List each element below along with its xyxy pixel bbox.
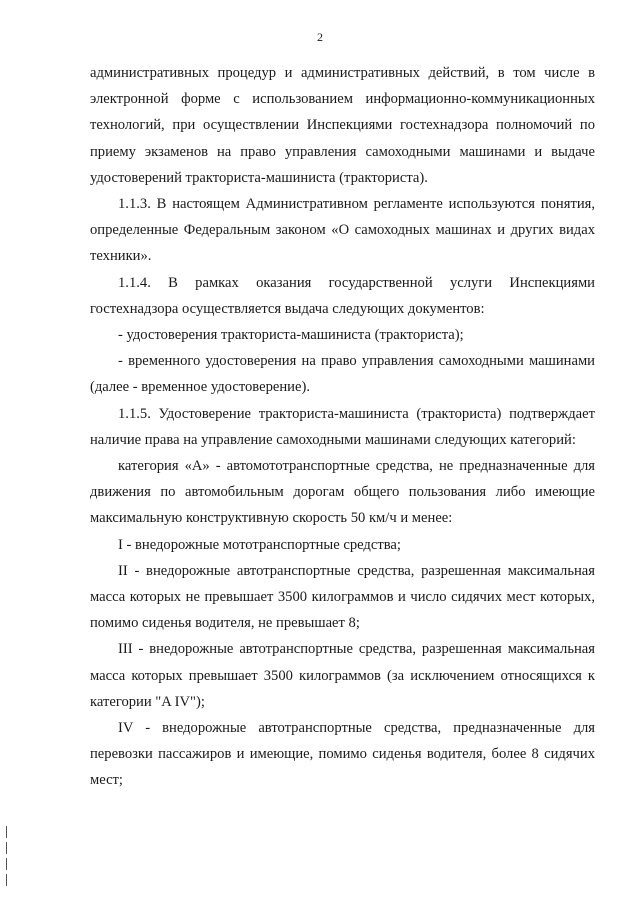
category-a: категория «А» - автомототранспортные средства, не предназначенные для движения по автомобильным дорогам общего пользования либо имеющие максимальную конструктивную скорость 50 км/ч и менее: — [90, 458, 595, 527]
paragraph-1-1-3: 1.1.3. В настоящем Административном регламенте используются понятия, определенные Федеральным законом «О самоходных машинах и других видах техники». — [90, 196, 595, 265]
paragraph-1-1-4: 1.1.4. В рамках оказания государственной услуги Инспекциями гостехнадзора осуществляется выдача следующих документов: — [90, 274, 595, 317]
list-item-tractor-license: - удостоверения тракториста-машиниста (тракториста); — [118, 327, 464, 344]
category-a-ii: II - внедорожные автотранспортные средства, разрешенная максимальная масса которых не превышает 3500 килограммов и число сидячих мест которых, помимо сиденья водителя, не превышает 8; — [90, 562, 595, 632]
binding-mark — [6, 858, 7, 870]
binding-mark — [6, 826, 7, 838]
category-a-iii: III - внедорожные автотранспортные средства, разрешенная максимальная масса которых превышает 3500 килограммов (за исключением относящихся к категории "A IV"); — [90, 641, 595, 710]
binding-mark — [6, 842, 7, 854]
page-number: 2 — [317, 30, 323, 44]
document-body — [90, 60, 595, 794]
binding-mark — [6, 874, 7, 886]
paragraph-1-1-5: 1.1.5. Удостоверение тракториста-машиниста (тракториста) подтверждает наличие права на управление самоходными машинами следующих категорий: — [90, 405, 595, 448]
list-item-temporary-license: - временного удостоверения на право управления самоходными машинами (далее - временное удостоверение). — [90, 353, 595, 396]
binding-marks — [6, 826, 8, 901]
category-a-i: I - внедорожные мототранспортные средства; — [118, 536, 401, 553]
paragraph-procedures: административных процедур и административных действий, в том числе в электронной форме с использованием информационно-коммуникационных технологий, при осуществлении Инспекциями гостехнадзора полномочий по приему экзаменов на право управления самоходными машинами и выдаче удостоверений тракториста-машиниста (тракториста). — [90, 65, 595, 186]
category-a-iv: IV - внедорожные автотранспортные средства, предназначенные для перевозки пассажиров и имеющие, помимо сиденья водителя, более 8 сидячих мест; — [90, 720, 595, 789]
